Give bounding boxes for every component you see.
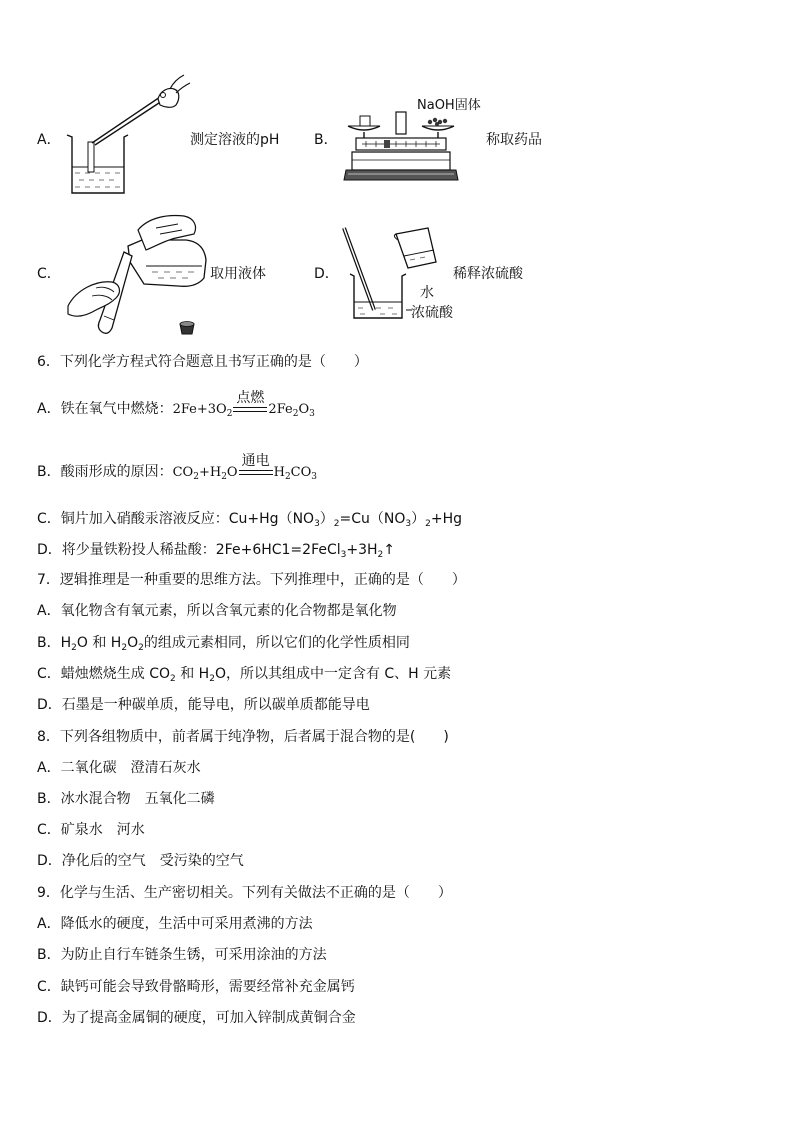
option-a: A．二氧化碳 澄清石灰水 xyxy=(37,760,201,776)
option-caption: 称取药品 xyxy=(486,132,542,148)
option-caption: 取用液体 xyxy=(210,266,266,282)
water-label: 水 xyxy=(420,285,434,301)
ph-test-illustration xyxy=(62,75,192,197)
option-caption: 测定溶液的pH xyxy=(190,132,280,148)
balance-illustration xyxy=(344,110,460,184)
option-letter: B． xyxy=(314,132,338,148)
reaction-condition: 点燃 xyxy=(233,407,267,412)
option-letter: C． xyxy=(37,266,61,282)
option-a: A．氧化物含有氧元素，所以含氧元素的化合物都是氧化物 xyxy=(37,603,397,619)
option-b: B．为防止自行车链条生锈，可采用涂油的方法 xyxy=(37,947,327,963)
option-c: C．缺钙可能会导致骨骼畸形，需要经常补充金属钙 xyxy=(37,979,355,995)
pour-liquid-illustration xyxy=(66,210,212,338)
question-stem: 8．下列各组物质中，前者属于纯净物，后者属于混合物的是( ) xyxy=(37,729,449,745)
question-stem: 9．化学与生活、生产密切相关。下列有关做法不正确的是（ ） xyxy=(37,885,452,901)
option-d: D．净化后的空气 受污染的空气 xyxy=(37,853,244,869)
reaction-condition: 通电 xyxy=(239,470,273,475)
option-letter: A． xyxy=(37,132,61,148)
option-a: A．铁在氧气中燃烧：$2Fe+3O_2$ 点燃 $2Fe_2O_3$ xyxy=(37,389,315,419)
option-a: A．降低水的硬度，生活中可采用煮沸的方法 xyxy=(37,916,313,932)
option-d: D．为了提高金属铜的硬度，可加入锌制成黄铜合金 xyxy=(37,1010,356,1026)
option-b: B．冰水混合物 五氧化二磷 xyxy=(37,791,215,807)
acid-label: 浓硫酸 xyxy=(411,305,453,321)
option-c: C．矿泉水 河水 xyxy=(37,822,145,838)
question-stem: 7．逻辑推理是一种重要的思维方法。下列推理中，正确的是（ ） xyxy=(37,572,466,588)
option-letter: D． xyxy=(314,266,339,282)
option-c: C．蜡烛燃烧生成 $CO_2$ 和 $H_2O$，所以其组成中一定含有 C、H 元素 xyxy=(37,666,452,684)
naoh-label: NaOH固体 xyxy=(417,98,481,113)
option-caption: 稀释浓硫酸 xyxy=(453,266,523,282)
option-b: B．酸雨形成的原因：$CO_2+H_2O$ 通电 $H_2CO_3$ xyxy=(37,452,318,482)
option-d: D．石墨是一种碳单质，能导电，所以碳单质都能导电 xyxy=(37,697,370,713)
option-d: D．将少量铁粉投人稀盐酸：$2Fe+6HC1=2FeCl_3+3H_2↑$ xyxy=(37,542,396,560)
option-c: C．铜片加入硝酸汞溶液反应：$Cu+Hg(NO_3)_2=Cu(NO_3)_2+Hg$ xyxy=(37,511,463,529)
question-stem: 6．下列化学方程式符合题意且书写正确的是（ ） xyxy=(37,354,368,370)
option-b: B．$H_2O$ 和 $H_2O_2$的组成元素相同，所以它们的化学性质相同 xyxy=(37,635,410,653)
